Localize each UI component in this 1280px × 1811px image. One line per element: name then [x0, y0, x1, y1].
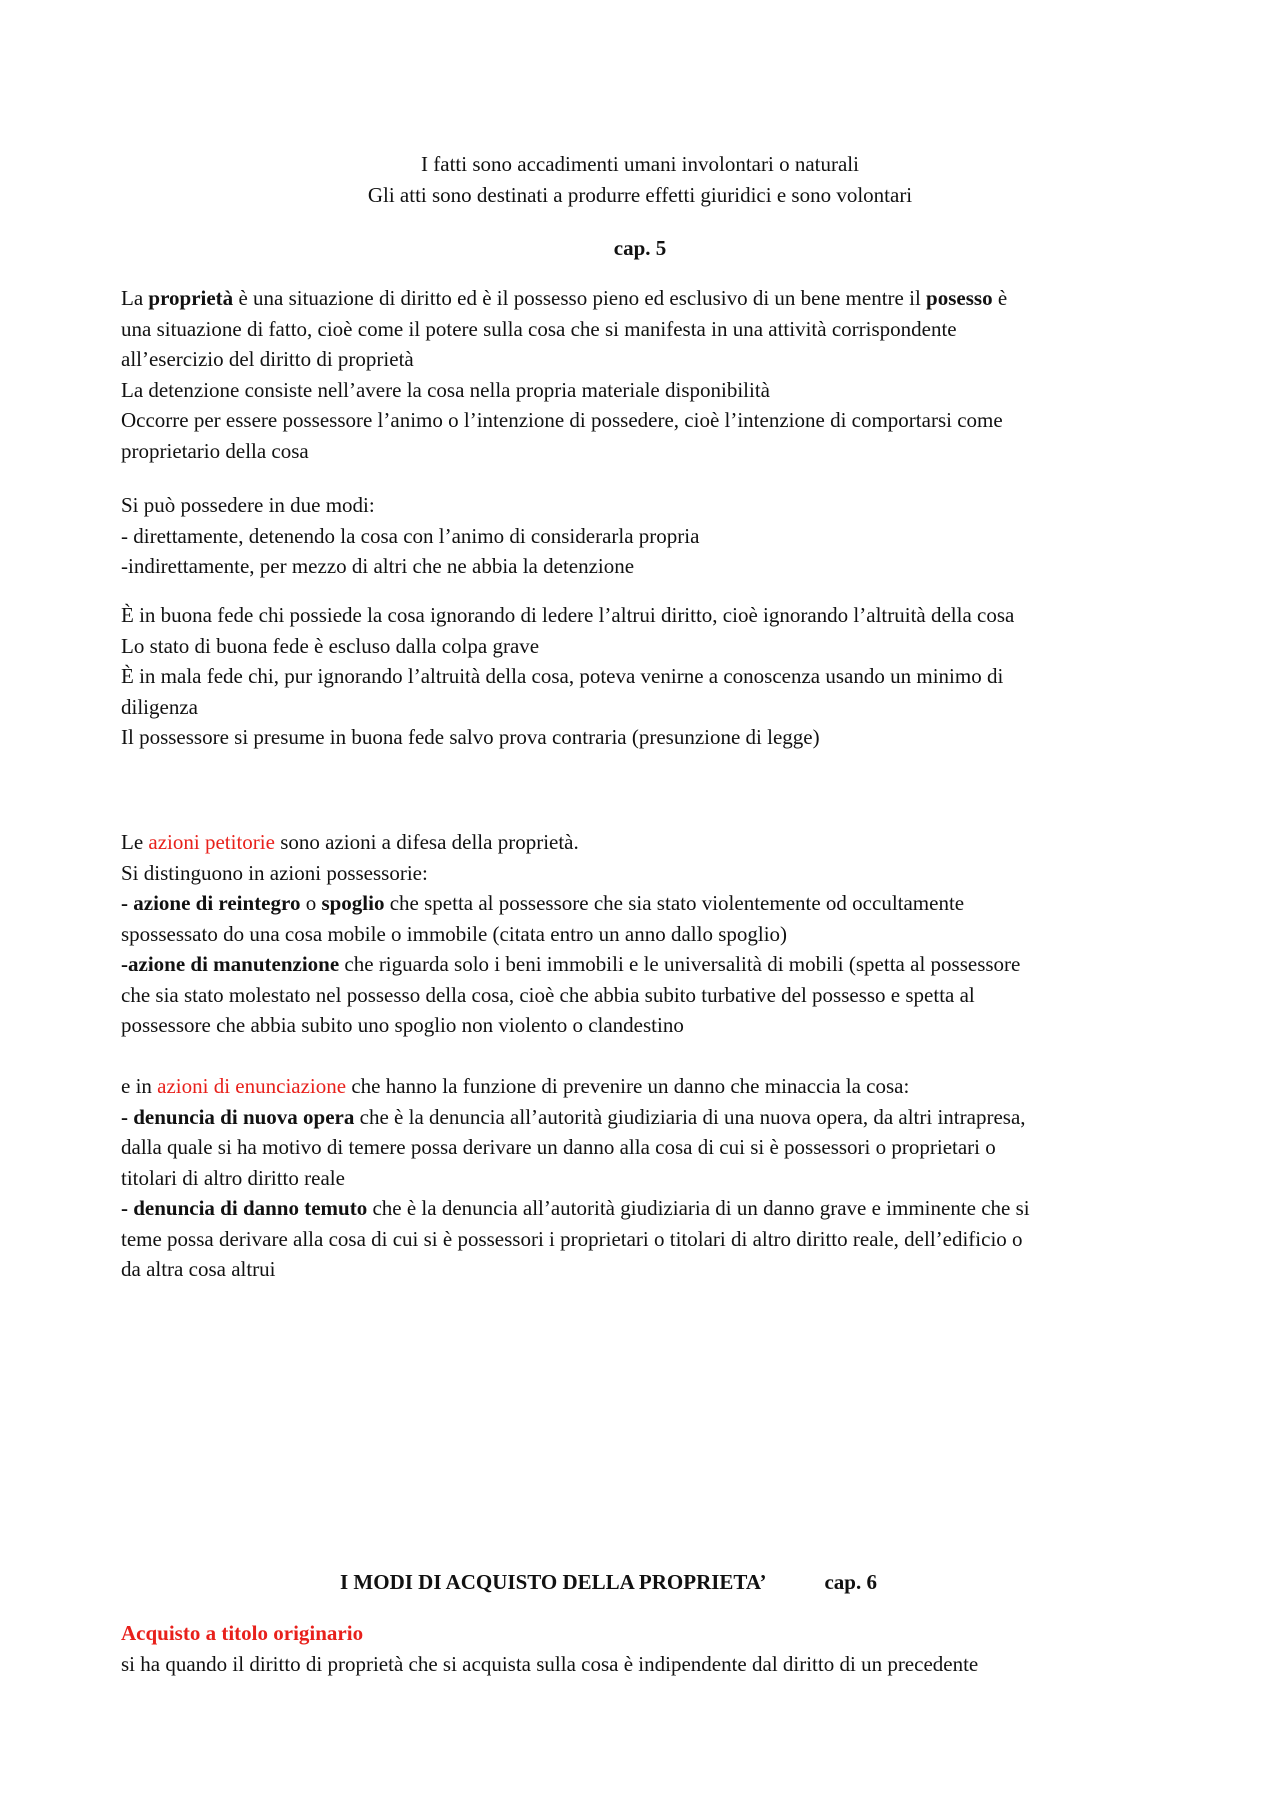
p5-line-4: titolari di altro diritto reale	[121, 1165, 345, 1190]
p1-line-6: proprietario della cosa	[121, 438, 309, 463]
paragraph-azioni-petitorie	[121, 827, 1161, 1041]
term-proprieta: proprietà	[148, 286, 234, 310]
p1-text: è una situazione di diritto ed è il possesso pieno ed esclusivo di un bene mentre il	[233, 286, 927, 310]
chapter-6-title: I MODI DI ACQUISTO DELLA PROPRIETA’	[340, 1570, 767, 1594]
intro-block	[0, 149, 1280, 210]
p4-line-2: Si distinguono in azioni possessorie:	[121, 860, 428, 885]
paragraph-modi-possesso	[121, 490, 1161, 582]
p2-line-3: -indirettamente, per mezzo di altri che ne abbia la detenzione	[121, 554, 635, 578]
section-heading-acquisto-originario: Acquisto a titolo originario	[121, 1621, 364, 1645]
term-possesso: posesso	[926, 286, 993, 310]
p4-line-3	[121, 888, 1161, 919]
p4-line-1	[121, 827, 1161, 858]
intro-line-1: I fatti sono accadimenti umani involontari o naturali	[421, 152, 859, 176]
paragraph-acquisto-originario	[121, 1618, 1161, 1679]
p4-line-5	[121, 949, 1161, 980]
term-spoglio: spoglio	[321, 891, 385, 915]
chapter-6-heading	[340, 1567, 1040, 1598]
intro-line-2: Gli atti sono destinati a produrre effetti giuridici e sono volontari	[367, 182, 913, 207]
p5-text: e in	[121, 1074, 158, 1098]
p1-line-2: una situazione di fatto, cioè come il potere sulla cosa che si manifesta in una attività corrispondente	[121, 316, 957, 341]
p5-line-5	[121, 1193, 1161, 1224]
p1-text: è	[992, 286, 1008, 310]
p5-line-1	[121, 1071, 1161, 1102]
term-azione-manutenzione: -azione di manutenzione	[121, 952, 340, 976]
term-azioni-enunciazione: azioni di enunciazione	[157, 1074, 347, 1098]
p3-line-3: È in mala fede chi, pur ignorando l’altruità della cosa, poteva venirne a conoscenza usando un minimo di	[121, 664, 1004, 688]
p4-text: o	[300, 891, 322, 915]
p1-line-5: Occorre per essere possessore l’animo o l’intenzione di possedere, cioè l’intenzione di comportarsi come	[121, 408, 1003, 432]
paragraph-buona-fede	[121, 600, 1161, 753]
p3-line-1: È in buona fede chi possiede la cosa ignorando di ledere l’altrui diritto, cioè ignorando l’altruità della cosa	[121, 603, 1015, 627]
term-denuncia-nuova-opera: - denuncia di nuova opera	[121, 1104, 355, 1129]
term-azione-reintegro: - azione di reintegro	[121, 891, 301, 915]
p3-line-4: diligenza	[121, 694, 198, 719]
p4-text: sono azioni a difesa della proprietà.	[274, 830, 579, 854]
p5-text: che hanno la funzione di prevenire un danno che minaccia la cosa:	[346, 1074, 910, 1098]
p4-text: che riguarda solo i beni immobili e le universalità di mobili (spetta al possessore	[339, 952, 1021, 976]
p4-text: Le	[121, 830, 149, 854]
p1-line-1	[121, 283, 1161, 314]
p4-text: che spetta al possessore che sia stato violentemente od occultamente	[384, 891, 965, 915]
p1-line-3: all’esercizio del diritto di proprietà	[121, 347, 414, 371]
p5-text: che è la denuncia all’autorità giudiziaria di un danno grave e imminente che si	[367, 1196, 1030, 1220]
chapter-5-label: cap. 5	[613, 236, 667, 260]
p6-line-1: si ha quando il diritto di proprietà che si acquista sulla cosa è indipendente dal diritto di un precedente	[121, 1651, 979, 1676]
p4-line-7: possessore che abbia subito uno spoglio non violento o clandestino	[121, 1013, 684, 1037]
p2-line-2: - direttamente, detenendo la cosa con l’animo di considerarla propria	[121, 523, 700, 548]
p5-text: che è la denuncia all’autorità giudiziaria di una nuova opera, da altri intrapresa,	[354, 1104, 1026, 1129]
p5-line-6: teme possa derivare alla cosa di cui si è possessori i proprietari o titolari di altro diritto reale, dell’edificio o	[121, 1226, 1023, 1251]
p1-line-4: La detenzione consiste nell’avere la cosa nella propria materiale disponibilità	[121, 377, 770, 402]
p2-line-1: Si può possedere in due modi:	[121, 493, 375, 517]
p4-line-6: che sia stato molestato nel possesso della cosa, cioè che abbia subito turbative del possesso e spetta al	[121, 982, 975, 1007]
p5-line-7: da altra cosa altrui	[121, 1257, 276, 1281]
p4-line-4: spossessato do una cosa mobile o immobile (citata entro un anno dallo spoglio)	[121, 921, 788, 946]
term-azioni-petitorie: azioni petitorie	[148, 830, 275, 854]
p5-line-2	[121, 1102, 1161, 1133]
p3-line-5: Il possessore si presume in buona fede salvo prova contraria (presunzione di legge)	[121, 725, 820, 749]
chapter-6-label: cap. 6	[824, 1570, 877, 1594]
paragraph-azioni-enunciazione	[121, 1071, 1161, 1285]
term-denuncia-danno-temuto: - denuncia di danno temuto	[121, 1196, 368, 1220]
chapter-5-heading	[0, 233, 1280, 264]
p3-line-2: Lo stato di buona fede è escluso dalla colpa grave	[121, 633, 540, 658]
p1-text: La	[121, 286, 149, 310]
p5-line-3: dalla quale si ha motivo di temere possa derivare un danno alla cosa di cui si è possessori o proprietari o	[121, 1135, 996, 1159]
paragraph-proprieta	[121, 283, 1161, 466]
